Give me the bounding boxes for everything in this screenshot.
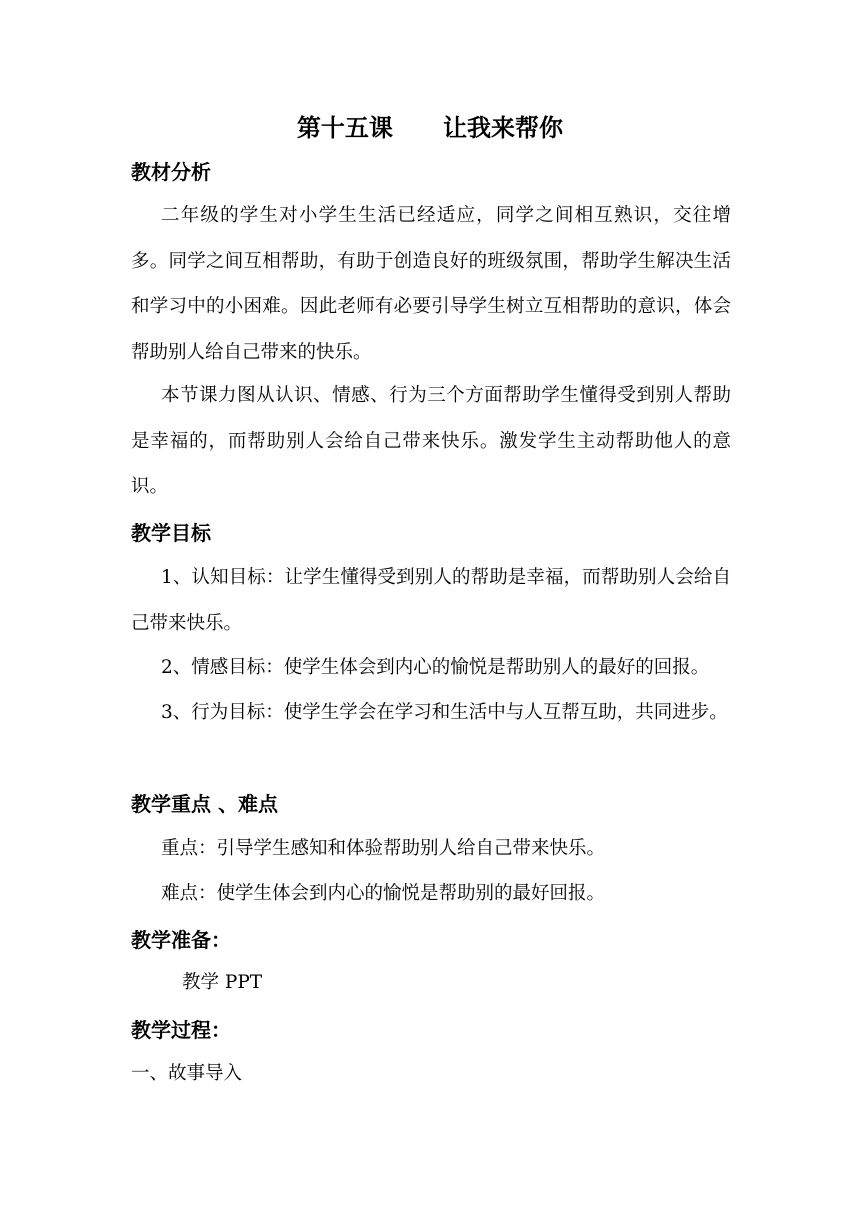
section-heading-objectives: 教学目标 <box>131 521 211 545</box>
section-heading-key-points: 教学重点 、难点 <box>131 792 278 816</box>
analysis-paragraph-1: 二年级的学生对小学生生活已经适应，同学之间相互熟识，交往增多。同学之间互相帮助，有助于创造良好的班级氛围，帮助学生解决生活和学习中的小困难。因此老师有必要引导学生树立互相帮助的意识，体会帮助别人给自己带来的快乐。 <box>131 205 731 363</box>
preparation-content: 教学 PPT <box>182 972 263 993</box>
section-heading-preparation: 教学准备： <box>131 928 231 952</box>
section-heading-process: 教学过程： <box>131 1018 231 1042</box>
lesson-title: 第十五课 让我来帮你 <box>296 114 564 142</box>
analysis-paragraph-2: 本节课力图从认识、情感、行为三个方面帮助学生懂得受到别人帮助是幸福的，而帮助别人会给自己带来快乐。激发学生主动帮助他人的意识。 <box>131 385 731 497</box>
objective-item-3: 3、行为目标：使学生学会在学习和生活中与人互帮互助，共同进步。 <box>161 702 728 723</box>
objective-item-2: 2、情感目标：使学生体会到内心的愉悦是帮助别人的最好的回报。 <box>161 657 710 678</box>
section-heading-analysis: 教材分析 <box>131 160 211 184</box>
key-point-focus: 重点：引导学生感知和体验帮助别人给自己带来快乐。 <box>161 838 606 859</box>
objective-item-1: 1、认知目标：让学生懂得受到别人的帮助是幸福，而帮助别人会给自己带来快乐。 <box>131 567 731 634</box>
key-point-difficulty: 难点：使学生体会到内心的愉悦是帮助别的最好回报。 <box>161 883 606 904</box>
process-step-1: 一、故事导入 <box>131 1063 243 1084</box>
